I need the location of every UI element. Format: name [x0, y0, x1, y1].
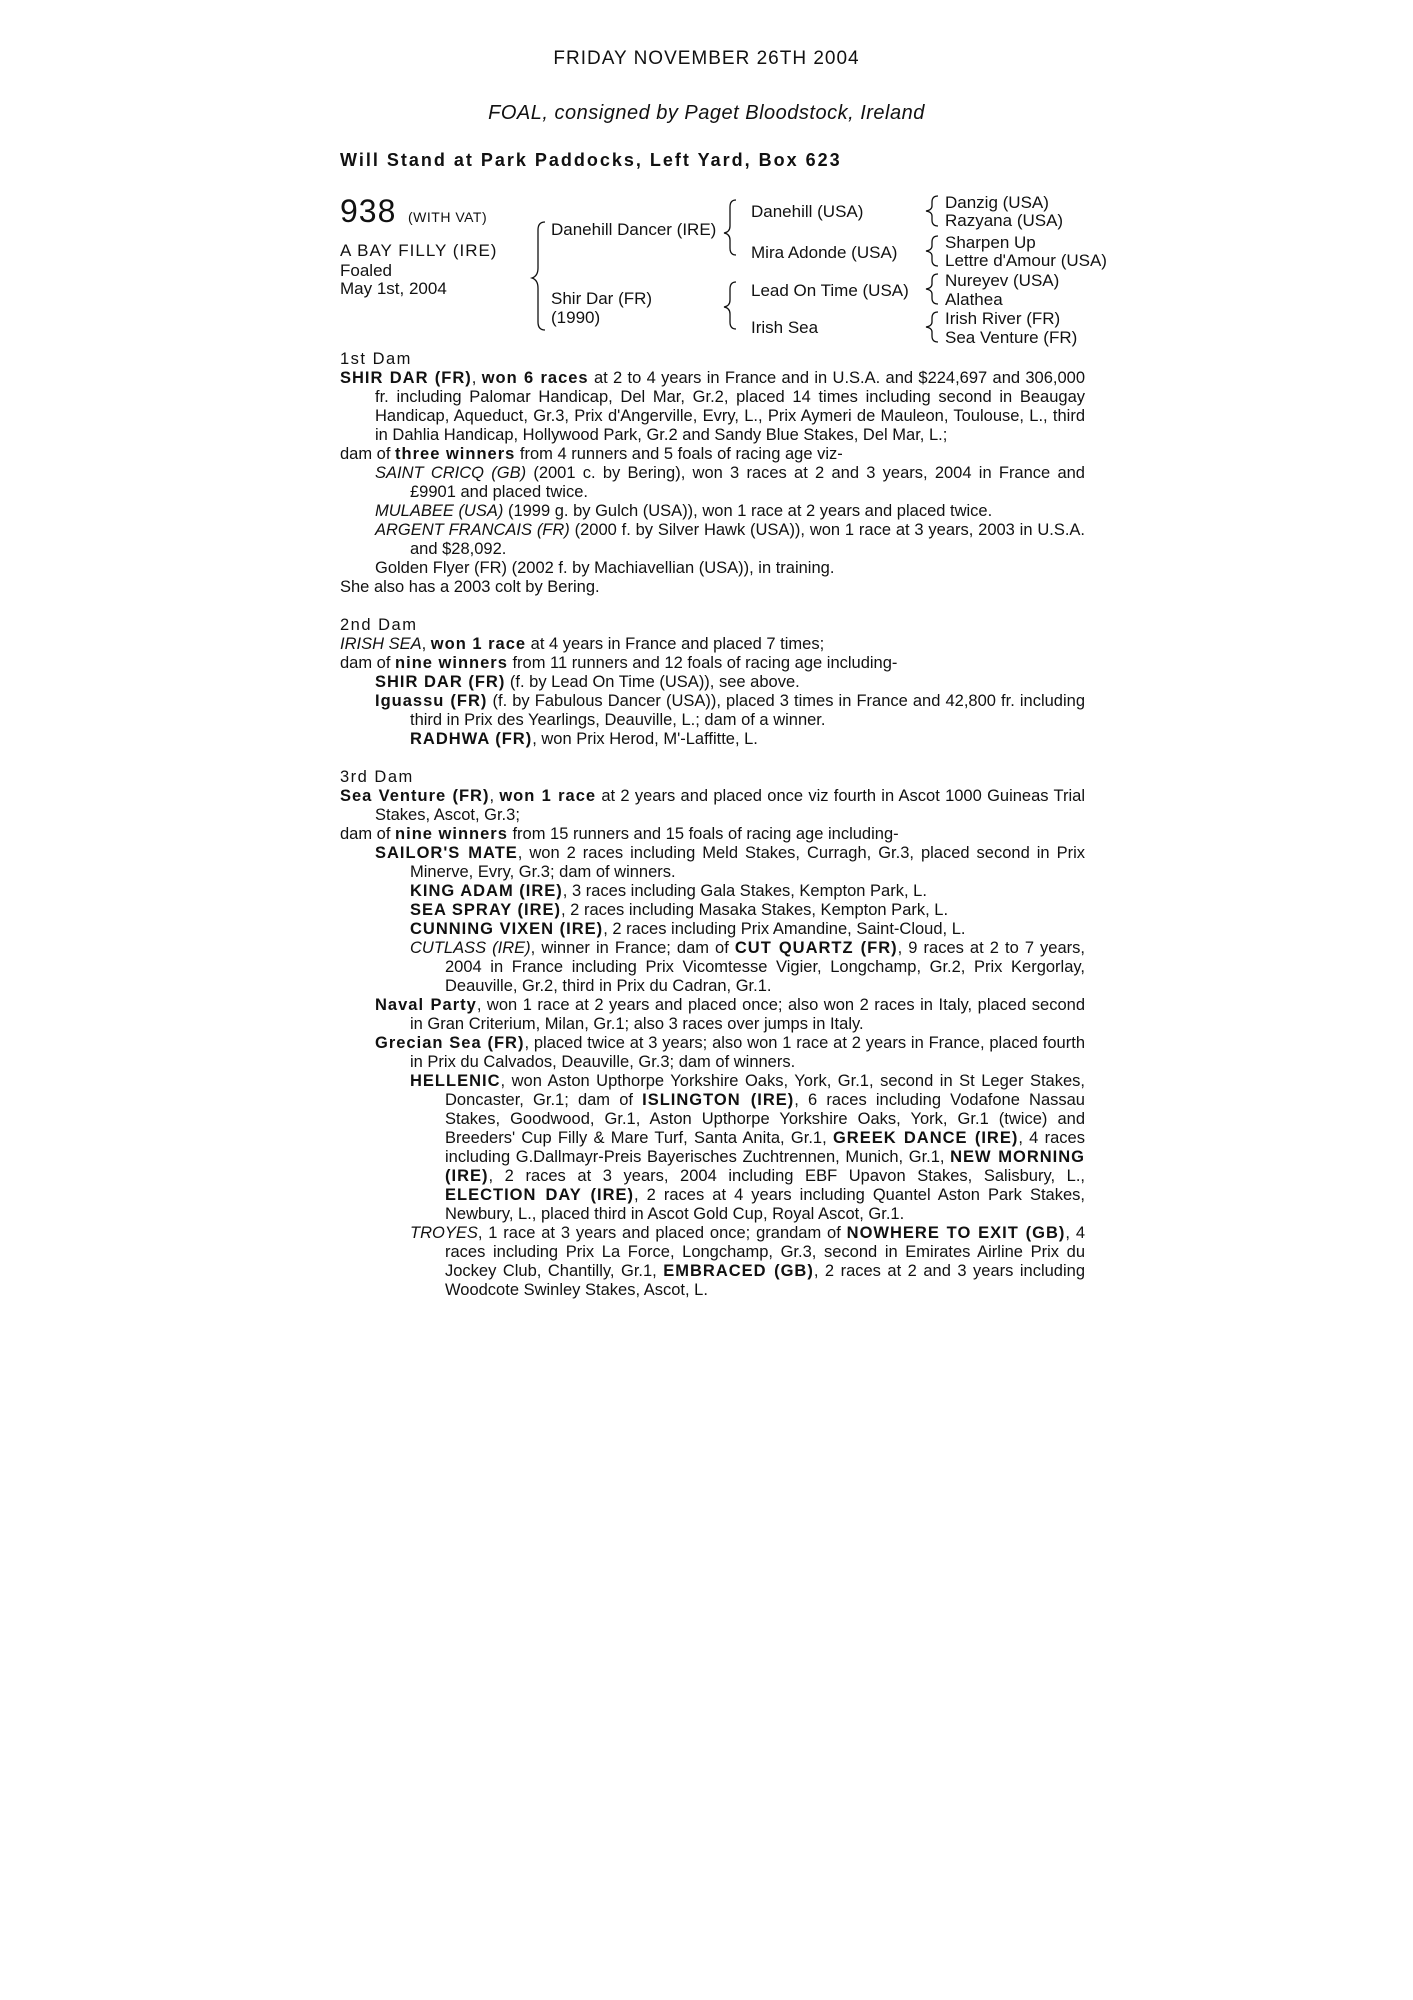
first-dam-heading: 1st Dam [340, 350, 412, 368]
produce-text: (f. by Lead On Time (USA)), see above. [505, 673, 800, 691]
pedigree-sire-dam: Mira Adonde (USA) [751, 243, 898, 262]
pedigree-dam: Shir Dar (FR) [551, 289, 653, 308]
vat-note: (WITH VAT) [408, 209, 488, 225]
produce-entry [340, 521, 1085, 559]
produce-entry [340, 1072, 1085, 1224]
dam-of-text: dam of [340, 445, 396, 463]
pedigree-dam-year: (1990) [551, 308, 601, 327]
second-dam-record: IRISH SEA, won 1 race at 4 years in France and placed 7 times; [340, 635, 825, 653]
produce-name: SHIR DAR (FR) [375, 673, 506, 691]
produce-text: (f. by Fabulous Dancer (USA)), placed 3 times in France and 42,800 fr. including third in Prix des Yearlings, Deauville, L.; dam of a winner. [410, 692, 1086, 729]
pedigree-g7: Irish River (FR) [945, 309, 1061, 328]
produce-text: , placed twice at 3 years; also won 1 race at 2 years in France, placed fourth in Prix du Calvados, Deauville, Gr.3; dam of winners. [410, 1034, 1085, 1071]
produce-text: , 9 races at 2 to 7 years, 2004 in France including Prix Vicomtesse Vigier, Longchamp, Gr.2, Prix Kergorlay, Deauville, Gr.2, third in Prix du Cadran, Gr.1. [445, 939, 1085, 995]
produce-text: (2001 c. by Bering), won 3 races at 2 and 3 years, 2004 in France and £9901 and placed twice. [410, 464, 1085, 501]
catalogue-body [340, 350, 1085, 1300]
produce-text: , 2 races at 3 years, 2004 including EBF Upavon Stakes, Salisbury, L., [488, 1167, 1085, 1185]
produce-highlight: NEW MORNING (IRE) [445, 1148, 1085, 1185]
pedigree-dam-sire: Lead On Time (USA) [751, 281, 909, 300]
produce-entry [340, 464, 1085, 502]
produce-highlight: CUT QUARTZ (FR) [734, 939, 898, 957]
produce-entry [340, 939, 1085, 996]
produce-text: , 4 races including Prix La Force, Longchamp, Gr.3, second in Emirates Airline Prix du Jockey Club, Chantilly, Gr.1, [445, 1224, 1085, 1280]
produce-name: ARGENT FRANCAIS (FR) [375, 521, 570, 539]
third-dam-record-text: at 2 years and placed once viz fourth in Ascot 1000 Guineas Trial Stakes, Ascot, Gr.3; [375, 787, 1085, 824]
produce-text: , 2 races at 4 years including Quantel Aston Park Stakes, Newbury, L., placed third in Ascot Gold Cup, Royal Ascot, Gr.1. [445, 1186, 1085, 1223]
second-dam-name: IRISH SEA [340, 635, 422, 653]
produce-entry [340, 673, 1085, 692]
produce-entry [340, 901, 1085, 920]
produce-name: HELLENIC [410, 1072, 501, 1090]
runners-text: from 11 runners and 12 foals of racing age including- [507, 654, 898, 672]
third-dam-heading: 3rd Dam [340, 768, 414, 786]
produce-name: Grecian Sea (FR) [375, 1034, 525, 1052]
produce-highlight: EMBRACED (GB) [663, 1262, 814, 1280]
produce-highlight: NOWHERE TO EXIT (GB) [846, 1224, 1066, 1242]
produce-text: , 2 races including Masaka Stakes, Kempton Park, L. [561, 901, 949, 919]
produce-highlight: ELECTION DAY (IRE) [445, 1186, 635, 1204]
pedigree-g6: Alathea [945, 290, 1003, 309]
produce-entry [340, 730, 1085, 749]
foaled-date: May 1st, 2004 [340, 279, 447, 298]
runners-text: from 4 runners and 5 foals of racing age viz- [515, 445, 843, 463]
sale-date: FRIDAY NOVEMBER 26TH 2004 [553, 48, 860, 69]
dam-of-text: dam of [340, 654, 396, 672]
produce-text: , won Aston Upthorpe Yorkshire Oaks, York, Gr.1, second in St Leger Stakes, Doncaster, Gr.1; dam of [445, 1072, 1085, 1109]
second-dam-record-text: at 4 years in France and placed 7 times; [526, 635, 825, 653]
produce-highlight: GREEK DANCE (IRE) [832, 1129, 1019, 1147]
produce-name: MULABEE (USA) [375, 502, 504, 520]
pedigree-sire: Danehill Dancer (IRE) [551, 220, 717, 239]
produce-highlight: ISLINGTON (IRE) [642, 1091, 795, 1109]
pedigree-g2: Razyana (USA) [945, 211, 1064, 230]
produce-text: , won Prix Herod, M'-Laffitte, L. [532, 730, 758, 748]
pedigree-g3: Sharpen Up [945, 233, 1036, 252]
produce-text: , won 1 race at 2 years and placed once; also won 2 races in Italy, placed second in Gran Criterium, Milan, Gr.1; also 3 races over jumps in Italy. [410, 996, 1085, 1033]
produce-name: RADHWA (FR) [410, 730, 533, 748]
produce-text: , 6 races including Vodafone Nassau Stakes, Goodwood, Gr.1, Aston Upthorpe Yorkshire Oaks, York, Gr.1 (twice) and Breeders' Cup Filly & Mare Turf, Santa Anita, Gr.1, [445, 1091, 1085, 1147]
produce-entry [340, 692, 1085, 730]
produce-text: , won 2 races including Meld Stakes, Curragh, Gr.3, placed second in Prix Minerve, Evry, Gr.3; dam of winners. [410, 844, 1085, 881]
produce-text: , 2 races at 2 and 3 years including Woodcote Swinley Stakes, Ascot, L. [445, 1262, 1086, 1299]
produce-name: KING ADAM (IRE) [410, 882, 563, 900]
third-dam-won: won 1 race [499, 787, 597, 805]
pedigree-dam-dam: Irish Sea [751, 318, 819, 337]
third-dam-record: Sea Venture (FR), won 1 race at 2 years and placed once viz fourth in Ascot 1000 Guineas Trial Stakes, Ascot, Gr.3; [340, 787, 1085, 824]
first-dam-record: SHIR DAR (FR), won 6 races at 2 to 4 years in France and in U.S.A. and $224,697 and 306,000 fr. including Palomar Handicap, Del Mar, Gr.2, placed 14 times including second in Beaugay Handicap, Aqueduct, Gr.3, Prix d'Angerville, Evry, L., Prix Aymeri de Mauleon, Toulouse, L., third in Dahlia Handicap, Hollywood Park, Gr.2 and Sandy Blue Stakes, Del Mar, L.; [340, 369, 1086, 444]
produce-text: , 2 races including Prix Amandine, Saint-Cloud, L. [603, 920, 966, 938]
produce-name: Iguassu (FR) [375, 692, 488, 710]
produce-entry [340, 844, 1085, 882]
produce-name: CUTLASS (IRE) [410, 939, 531, 957]
foaled-label: Foaled [340, 261, 392, 280]
winners-count: three winners [395, 445, 516, 463]
produce-text: , winner in France; dam of [530, 939, 735, 957]
produce-text: (1999 g. by Gulch (USA)), won 1 race at 2 years and placed twice. [503, 502, 993, 520]
runners-text: from 15 runners and 15 foals of racing age including- [507, 825, 899, 843]
pedigree-g4: Lettre d'Amour (USA) [945, 251, 1107, 270]
produce-text: , 3 races including Gala Stakes, Kempton Park, L. [562, 882, 927, 900]
produce-entry [340, 882, 1085, 901]
first-dam-produce-summary [340, 445, 1085, 464]
pedigree-braces [0, 0, 1413, 360]
produce-entry [340, 996, 1085, 1034]
first-dam-won: won 6 races [481, 369, 589, 387]
produce-name: TROYES [410, 1224, 478, 1242]
second-dam-won: won 1 race [430, 635, 527, 653]
produce-entry [340, 1034, 1085, 1072]
second-dam-heading: 2nd Dam [340, 616, 418, 634]
produce-name: SAILOR'S MATE [375, 844, 518, 862]
produce-entry: Golden Flyer (FR) (2002 f. by Machiavellian (USA)), in training. [375, 559, 835, 577]
first-dam-name: SHIR DAR (FR) [340, 369, 472, 387]
pedigree-g5: Nureyev (USA) [945, 271, 1060, 290]
produce-text: , 1 race at 3 years and placed once; grandam of [477, 1224, 847, 1242]
lot-number: 938 [340, 193, 397, 229]
lot-description: A BAY FILLY (IRE) [340, 241, 498, 260]
dam-of-text: dam of [340, 825, 396, 843]
third-dam-produce-summary [340, 825, 1085, 844]
produce-entry [340, 920, 1085, 939]
produce-entry [340, 1224, 1085, 1300]
also-has-note: She also has a 2003 colt by Bering. [340, 578, 600, 596]
stabling-location: Will Stand at Park Paddocks, Left Yard, Box 623 [340, 150, 842, 170]
third-dam-name: Sea Venture (FR) [340, 787, 490, 805]
winners-count: nine winners [395, 825, 508, 843]
pedigree-sire-sire: Danehill (USA) [751, 202, 864, 221]
produce-name: CUNNING VIXEN (IRE) [410, 920, 604, 938]
consignment-line: FOAL, consigned by Paget Bloodstock, Ireland [488, 102, 925, 124]
pedigree-g1: Danzig (USA) [945, 193, 1049, 212]
winners-count: nine winners [395, 654, 508, 672]
pedigree-g8: Sea Venture (FR) [945, 328, 1078, 347]
first-dam-record-text: at 2 to 4 years in France and in U.S.A. and $224,697 and 306,000 fr. including Palomar Handicap, Del Mar, Gr.2, placed 14 times including second in Beaugay Handicap, Aqueduct, Gr.3, Prix d'Angerville, Evry, L., Prix Aymeri de Mauleon, Toulouse, L., third in Dahlia Handicap, Hollywood Park, Gr.2 and Sandy Blue Stakes, Del Mar, L.; [375, 369, 1086, 444]
produce-name: SEA SPRAY (IRE) [410, 901, 562, 919]
produce-text: , 4 races including G.Dallmayr-Preis Bayerisches Zuchtrennen, Munich, Gr.1, [445, 1129, 1085, 1166]
produce-text: (2000 f. by Silver Hawk (USA)), won 1 race at 3 years, 2003 in U.S.A. and $28,092. [410, 521, 1085, 558]
produce-entry [340, 502, 1085, 521]
produce-name: Naval Party [375, 996, 477, 1014]
produce-name: SAINT CRICQ (GB) [375, 464, 527, 482]
second-dam-produce-summary [340, 654, 1085, 673]
